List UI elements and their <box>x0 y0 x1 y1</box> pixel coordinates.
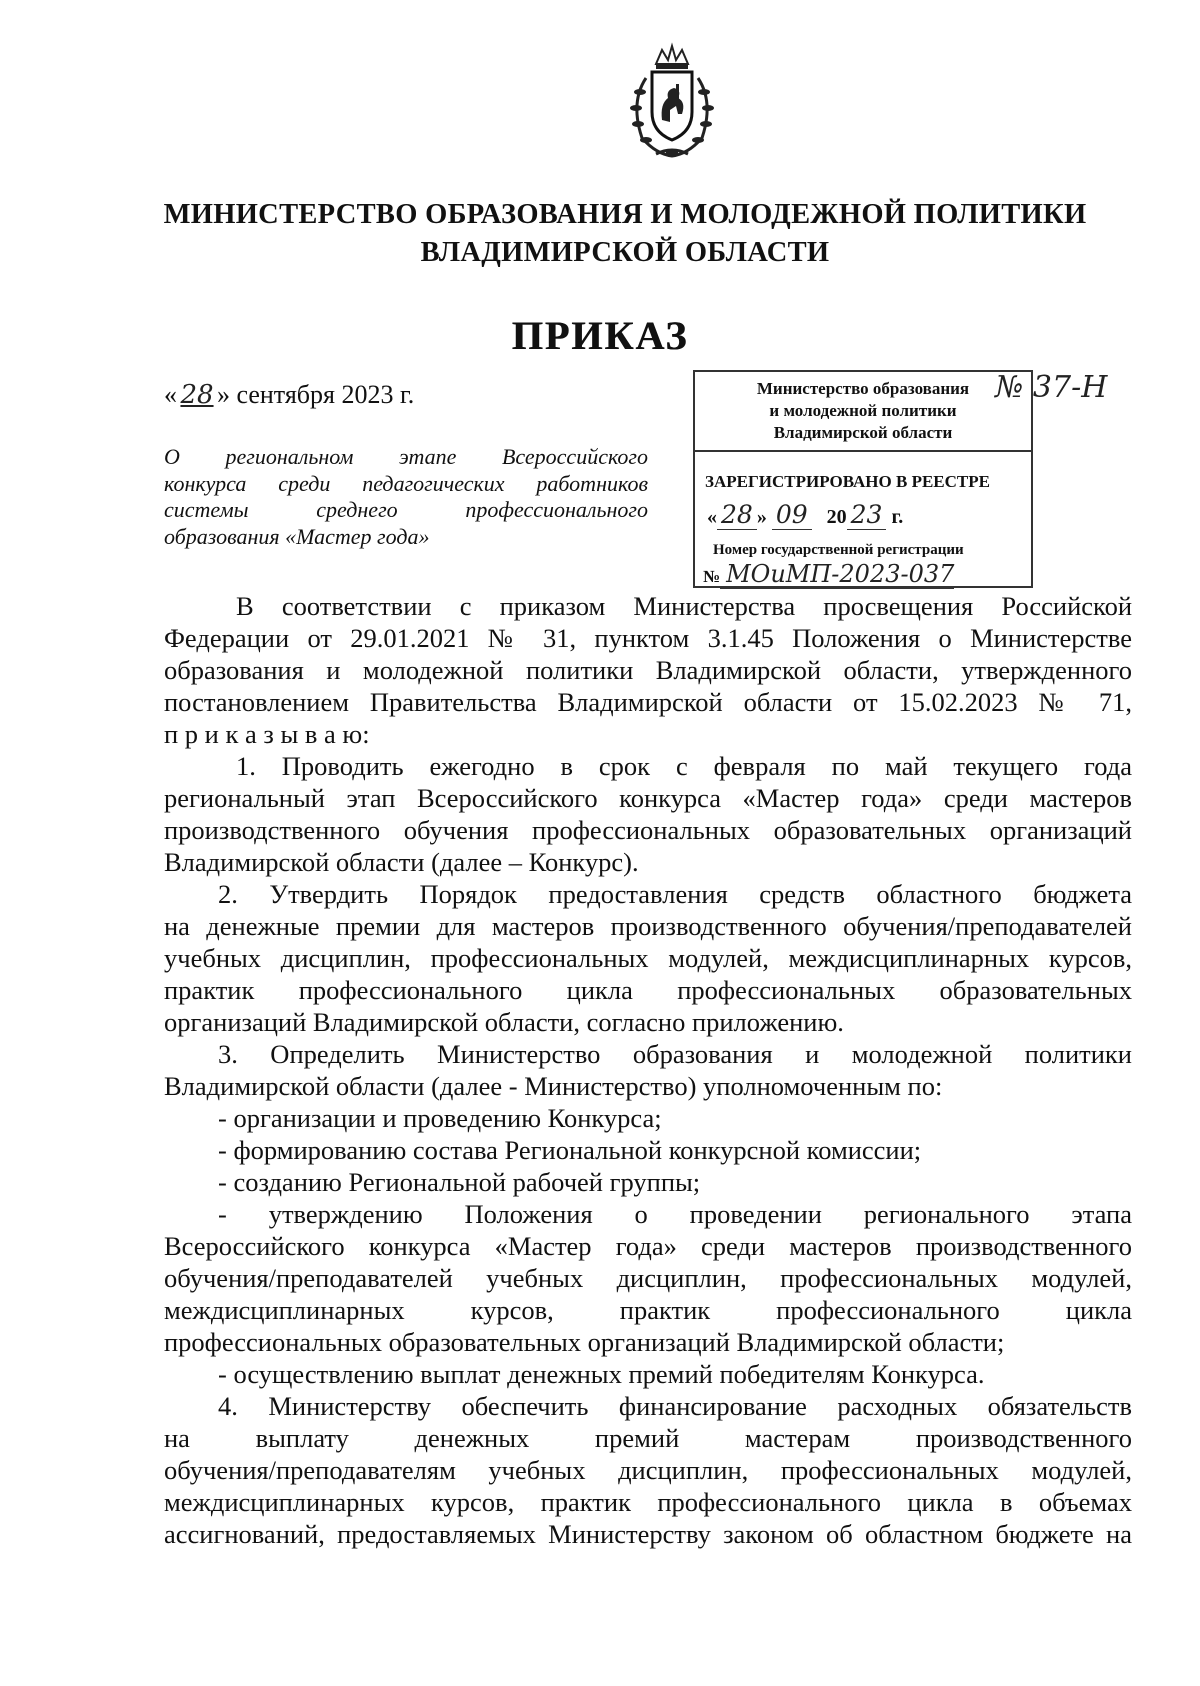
body-line: - утверждению Положения о проведении регионального этапа <box>218 1199 1132 1229</box>
body-line: Всероссийского конкурса «Мастер года» среди мастеров производственного <box>164 1231 1132 1261</box>
subject-line: конкурса среди педагогических работников <box>164 470 648 496</box>
stamp-date-mid: » <box>756 506 767 528</box>
stamp-date-suffix: г. <box>891 506 904 528</box>
subject-line: образования «Мастер года» <box>164 523 430 549</box>
body-line: 4. Министерству обеспечить финансирование расходных обязательств <box>218 1391 1132 1421</box>
stamp-number <box>703 560 954 588</box>
body-line: региональный этап Всероссийского конкурса «Мастер года» среди мастеров <box>164 783 1132 813</box>
stamp-divider <box>695 450 1031 452</box>
body-line: обучения/преподавателям учебных дисциплин, профессиональных модулей, <box>164 1455 1132 1485</box>
body-line: учебных дисциплин, профессиональных модулей, междисциплинарных курсов, <box>164 943 1132 973</box>
body-line: постановлением Правительства Владимирской области от 15.02.2023 № 71, <box>164 687 1132 717</box>
body-line: 3. Определить Министерство образования и молодежной политики <box>218 1039 1132 1069</box>
body-line: образования и молодежной политики Владимирской области, утвержденного <box>164 655 1132 685</box>
body-line: - созданию Региональной рабочей группы; <box>218 1167 701 1197</box>
body-line: ассигнований, предоставляемых Министерству законом об областном бюджете на <box>164 1519 1132 1549</box>
body-line: междисциплинарных курсов, практик профессионального цикла <box>164 1295 1132 1325</box>
body-line: производственного обучения профессиональных образовательных организаций <box>164 815 1132 845</box>
stamp-number-value: МОиМП-2023-037 <box>720 560 954 589</box>
date-rest: » сентября 2023 г. <box>217 380 415 409</box>
ministry-line-2: ВЛАДИМИРСКОЙ ОБЛАСТИ <box>420 237 830 268</box>
stamp-corner-note: № 37-Н <box>995 370 1108 405</box>
stamp-number-label: Номер государственной регистрации <box>713 542 964 558</box>
stamp-registered-label: ЗАРЕГИСТРИРОВАНО В РЕЕСТРЕ <box>705 472 990 491</box>
body-line: - формированию состава Региональной конкурсной комиссии; <box>218 1135 922 1165</box>
document-type-title: ПРИКАЗ <box>511 313 689 358</box>
body-line: Владимирской области (далее - Министерство) уполномоченным по: <box>164 1071 943 1101</box>
stamp-org-line-3: Владимирской области <box>773 423 953 442</box>
body-line: п р и к а з ы в а ю: <box>164 719 370 749</box>
stamp-org-line-2: и молодежной политики <box>769 401 957 420</box>
order-subject <box>164 444 648 550</box>
stamp-org-line-1: Министерство образования <box>756 379 970 398</box>
body-line: Владимирской области (далее – Конкурс). <box>164 847 639 877</box>
body-line: на выплату денежных премий мастерам производственного <box>164 1423 1132 1453</box>
order-body <box>164 590 1132 1550</box>
date-open-quote: « <box>164 380 177 409</box>
body-line: междисциплинарных курсов, практик профессионального цикла в объемах <box>164 1487 1132 1517</box>
body-line: организаций Владимирской области, согласно приложению. <box>164 1007 844 1037</box>
date-day-handwritten: 28 <box>180 380 214 410</box>
body-line: Федерации от 29.01.2021 № 31, пунктом 3.1.45 Положения о Министерстве <box>164 623 1132 653</box>
stamp-organization <box>695 378 1031 444</box>
stamp-date-open: « <box>707 506 717 528</box>
subject-line: О региональном этапе Всероссийского <box>164 444 648 469</box>
ministry-line-1: МИНИСТЕРСТВО ОБРАЗОВАНИЯ И МОЛОДЕЖНОЙ ПОЛИТИКИ <box>163 199 1087 230</box>
coat-of-arms-icon <box>616 42 728 164</box>
body-line: обучения/преподавателей учебных дисциплин, профессиональных модулей, <box>164 1263 1132 1293</box>
body-line: профессиональных образовательных организаций Владимирской области; <box>164 1327 1005 1357</box>
stamp-date-day: 28 <box>717 500 757 530</box>
stamp-date <box>707 500 903 529</box>
stamp-date-year: 23 <box>847 500 887 530</box>
stamp-date-year-prefix: 20 <box>826 506 847 528</box>
order-date <box>164 380 414 410</box>
body-line: - организации и проведению Конкурса; <box>218 1103 662 1133</box>
body-line: - осуществлению выплат денежных премий победителям Конкурса. <box>218 1359 985 1389</box>
stamp-number-prefix: № <box>703 567 721 586</box>
body-line: 1. Проводить ежегодно в срок с февраля по май текущего года <box>236 751 1132 781</box>
registration-stamp <box>693 370 1033 588</box>
body-line: практик профессионального цикла профессиональных образовательных <box>164 975 1132 1005</box>
body-line: 2. Утвердить Порядок предоставления средств областного бюджета <box>218 879 1132 909</box>
ministry-title <box>140 196 1110 272</box>
body-line: на денежные премии для мастеров производственного обучения/преподавателей <box>164 911 1132 941</box>
body-line: В соответствии с приказом Министерства просвещения Российской <box>236 591 1132 621</box>
stamp-date-month: 09 <box>772 500 812 530</box>
subject-line: системы среднего профессионального <box>164 497 648 522</box>
